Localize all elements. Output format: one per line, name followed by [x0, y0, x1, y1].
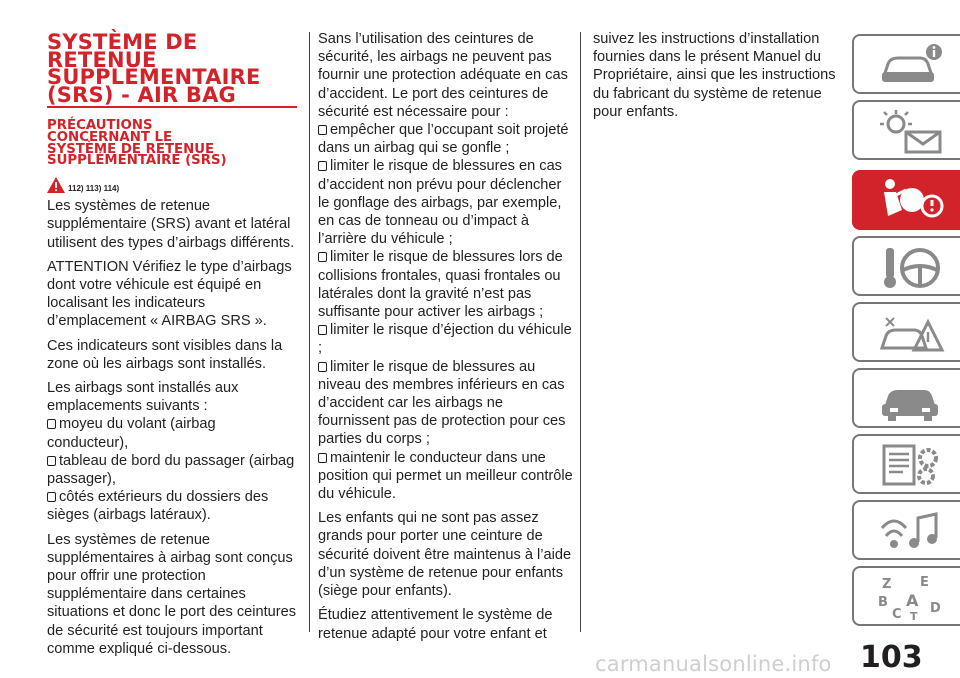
chapter-tab-safety[interactable]: [852, 170, 960, 230]
svg-text:D: D: [930, 601, 941, 616]
list-item: [318, 248, 573, 321]
list-item-text: empêcher que l’occupant soit projeté dans un airbag qui se gonfle ;: [318, 122, 569, 157]
column-middle: [318, 30, 573, 649]
checkbox-bullet-icon: [318, 252, 327, 262]
subtitle-line: SUPPLÉMENTAIRE (SRS): [47, 153, 227, 169]
car-info-icon: [876, 40, 946, 90]
checkbox-bullet-icon: [318, 362, 327, 372]
section-title: [47, 30, 297, 108]
list-item-text: limiter le risque de blessures lors de collisions frontales, quasi frontales ou latérales dont la gravité n’est pas suffisante pour activer les airbags ;: [318, 249, 563, 321]
svg-text:B: B: [878, 595, 888, 610]
subtitle-line: SYSTÈME DE RETENUE: [47, 141, 215, 157]
svg-text:A: A: [906, 591, 919, 610]
paragraph: suivez les instructions d’installation fournies dans le présent Manuel du Propriétaire, ainsi que les instructions du fabricant du système de retenue pour enfants.: [593, 31, 836, 120]
checkbox-bullet-icon: [318, 325, 327, 335]
checkbox-bullet-icon: [47, 419, 56, 429]
list-item: [47, 452, 299, 488]
column-divider: [580, 32, 581, 632]
checkbox-bullet-icon: [47, 492, 56, 502]
paragraph: Sans l’utilisation des ceintures de sécurité, les airbags ne peuvent pas fournir une protection adéquate en cas d’accident. Le port des ceintures de sécurité est nécessaire pour :: [318, 31, 568, 120]
subtitle-line: PRÉCAUTIONS: [47, 118, 153, 133]
paragraph: Les airbags sont installés aux emplacements suivants :: [47, 380, 239, 415]
svg-text:Z: Z: [882, 577, 892, 592]
key-steering-wheel-icon: [876, 242, 946, 292]
chapter-tab-starting[interactable]: [852, 236, 960, 296]
list-item: [318, 157, 573, 248]
paragraph: ATTENTION Vérifiez le type d’airbags dont votre véhicule est équipé en localisant les indicateurs d’emplacement « AIRBAG SRS ».: [47, 258, 292, 330]
list-item-text: limiter le risque de blessures en cas d’accident non prévu pour déclencher le gonflage des airbags, par exemple, en cas de tonneau ou d’impact à l’arrière du véhicule ;: [318, 158, 562, 248]
paragraph: Les enfants qui ne sont pas assez grands pour porter une ceinture de sécurité doivent être maintenus à l’aide d’un système de retenue pour enfants (siège pour enfants).: [318, 510, 572, 600]
warning-reference: [47, 177, 299, 193]
list-item: [47, 488, 299, 524]
paragraph: Ces indicateurs sont visibles dans la zone où les airbags sont installés.: [47, 337, 283, 372]
subtitle-line: CONCERNANT LE: [47, 129, 173, 145]
chapter-tab-service[interactable]: [852, 368, 960, 428]
chapter-tab-emergency[interactable]: [852, 302, 960, 362]
breakdown-warning-icon: [876, 308, 946, 358]
svg-text:C: C: [892, 607, 902, 622]
checkbox-bullet-icon: [47, 456, 56, 466]
list-item: [318, 358, 573, 449]
dashboard-lights-icon: [876, 106, 946, 156]
column-left: [47, 30, 299, 664]
list-item: [318, 321, 573, 357]
chapter-tab-car-info[interactable]: [852, 34, 960, 94]
column-right: [593, 30, 838, 127]
checkbox-bullet-icon: [318, 125, 327, 135]
list-item-text: moyeu du volant (airbag conducteur),: [47, 416, 216, 451]
list-item-text: limiter le risque d’éjection du véhicule ;: [318, 322, 572, 357]
airbag-safety-icon: [876, 176, 946, 226]
index-letters-icon: [876, 572, 946, 622]
car-service-icon: [876, 374, 946, 424]
title-line: RETENUE: [47, 47, 157, 72]
list-item-text: côtés extérieurs du dossiers des sièges (airbags latéraux).: [47, 489, 269, 524]
list-item: [318, 121, 573, 157]
paragraph: Les systèmes de retenue supplémentaires à airbag sont conçus pour offrir une protection supplémentaire dans certaines situations et donc le port des ceintures de sécurité est toujours important comme expliqué ci-dessous.: [47, 531, 297, 657]
warning-triangle-icon: [47, 177, 65, 193]
multimedia-icon: [876, 506, 946, 556]
svg-text:T: T: [910, 610, 918, 622]
specs-gears-icon: [876, 440, 946, 490]
warning-refs[interactable]: 112) 113) 114): [68, 184, 120, 194]
list-item-text: maintenir le conducteur dans une position qui permet un meilleur contrôle du véhicule.: [318, 449, 573, 503]
chapter-tab-index[interactable]: [852, 566, 960, 626]
title-line: SYSTÈME DE: [47, 30, 198, 54]
page-number: 103: [860, 640, 923, 675]
list-item-text: tableau de bord du passager (airbag passager),: [47, 452, 295, 488]
paragraph: Étudiez attentivement le système de retenue adapté pour votre enfant et: [318, 607, 553, 642]
title-line: (SRS) - AIR BAG: [47, 82, 236, 107]
paragraph: Les systèmes de retenue supplémentaire (SRS) avant et latéral utilisent des types d’airbags différents.: [47, 198, 295, 251]
list-item: [318, 449, 573, 504]
chapter-tab-specs[interactable]: [852, 434, 960, 494]
column-divider: [309, 32, 310, 632]
title-line: SUPPLÉMENTAIRE: [47, 65, 261, 89]
list-item: [47, 415, 299, 451]
svg-text:E: E: [920, 575, 929, 590]
checkbox-bullet-icon: [318, 453, 327, 463]
list-item-text: limiter le risque de blessures au niveau des membres inférieurs en cas d’accident car les airbags ne fournissent pas de protection pour ces parties du corps ;: [318, 358, 566, 448]
chapter-tab-multimedia[interactable]: [852, 500, 960, 560]
checkbox-bullet-icon: [318, 161, 327, 171]
chapter-tab-dashboard[interactable]: [852, 100, 960, 160]
watermark: carmanualsonline.info: [595, 652, 832, 676]
subsection-title: [47, 120, 299, 167]
